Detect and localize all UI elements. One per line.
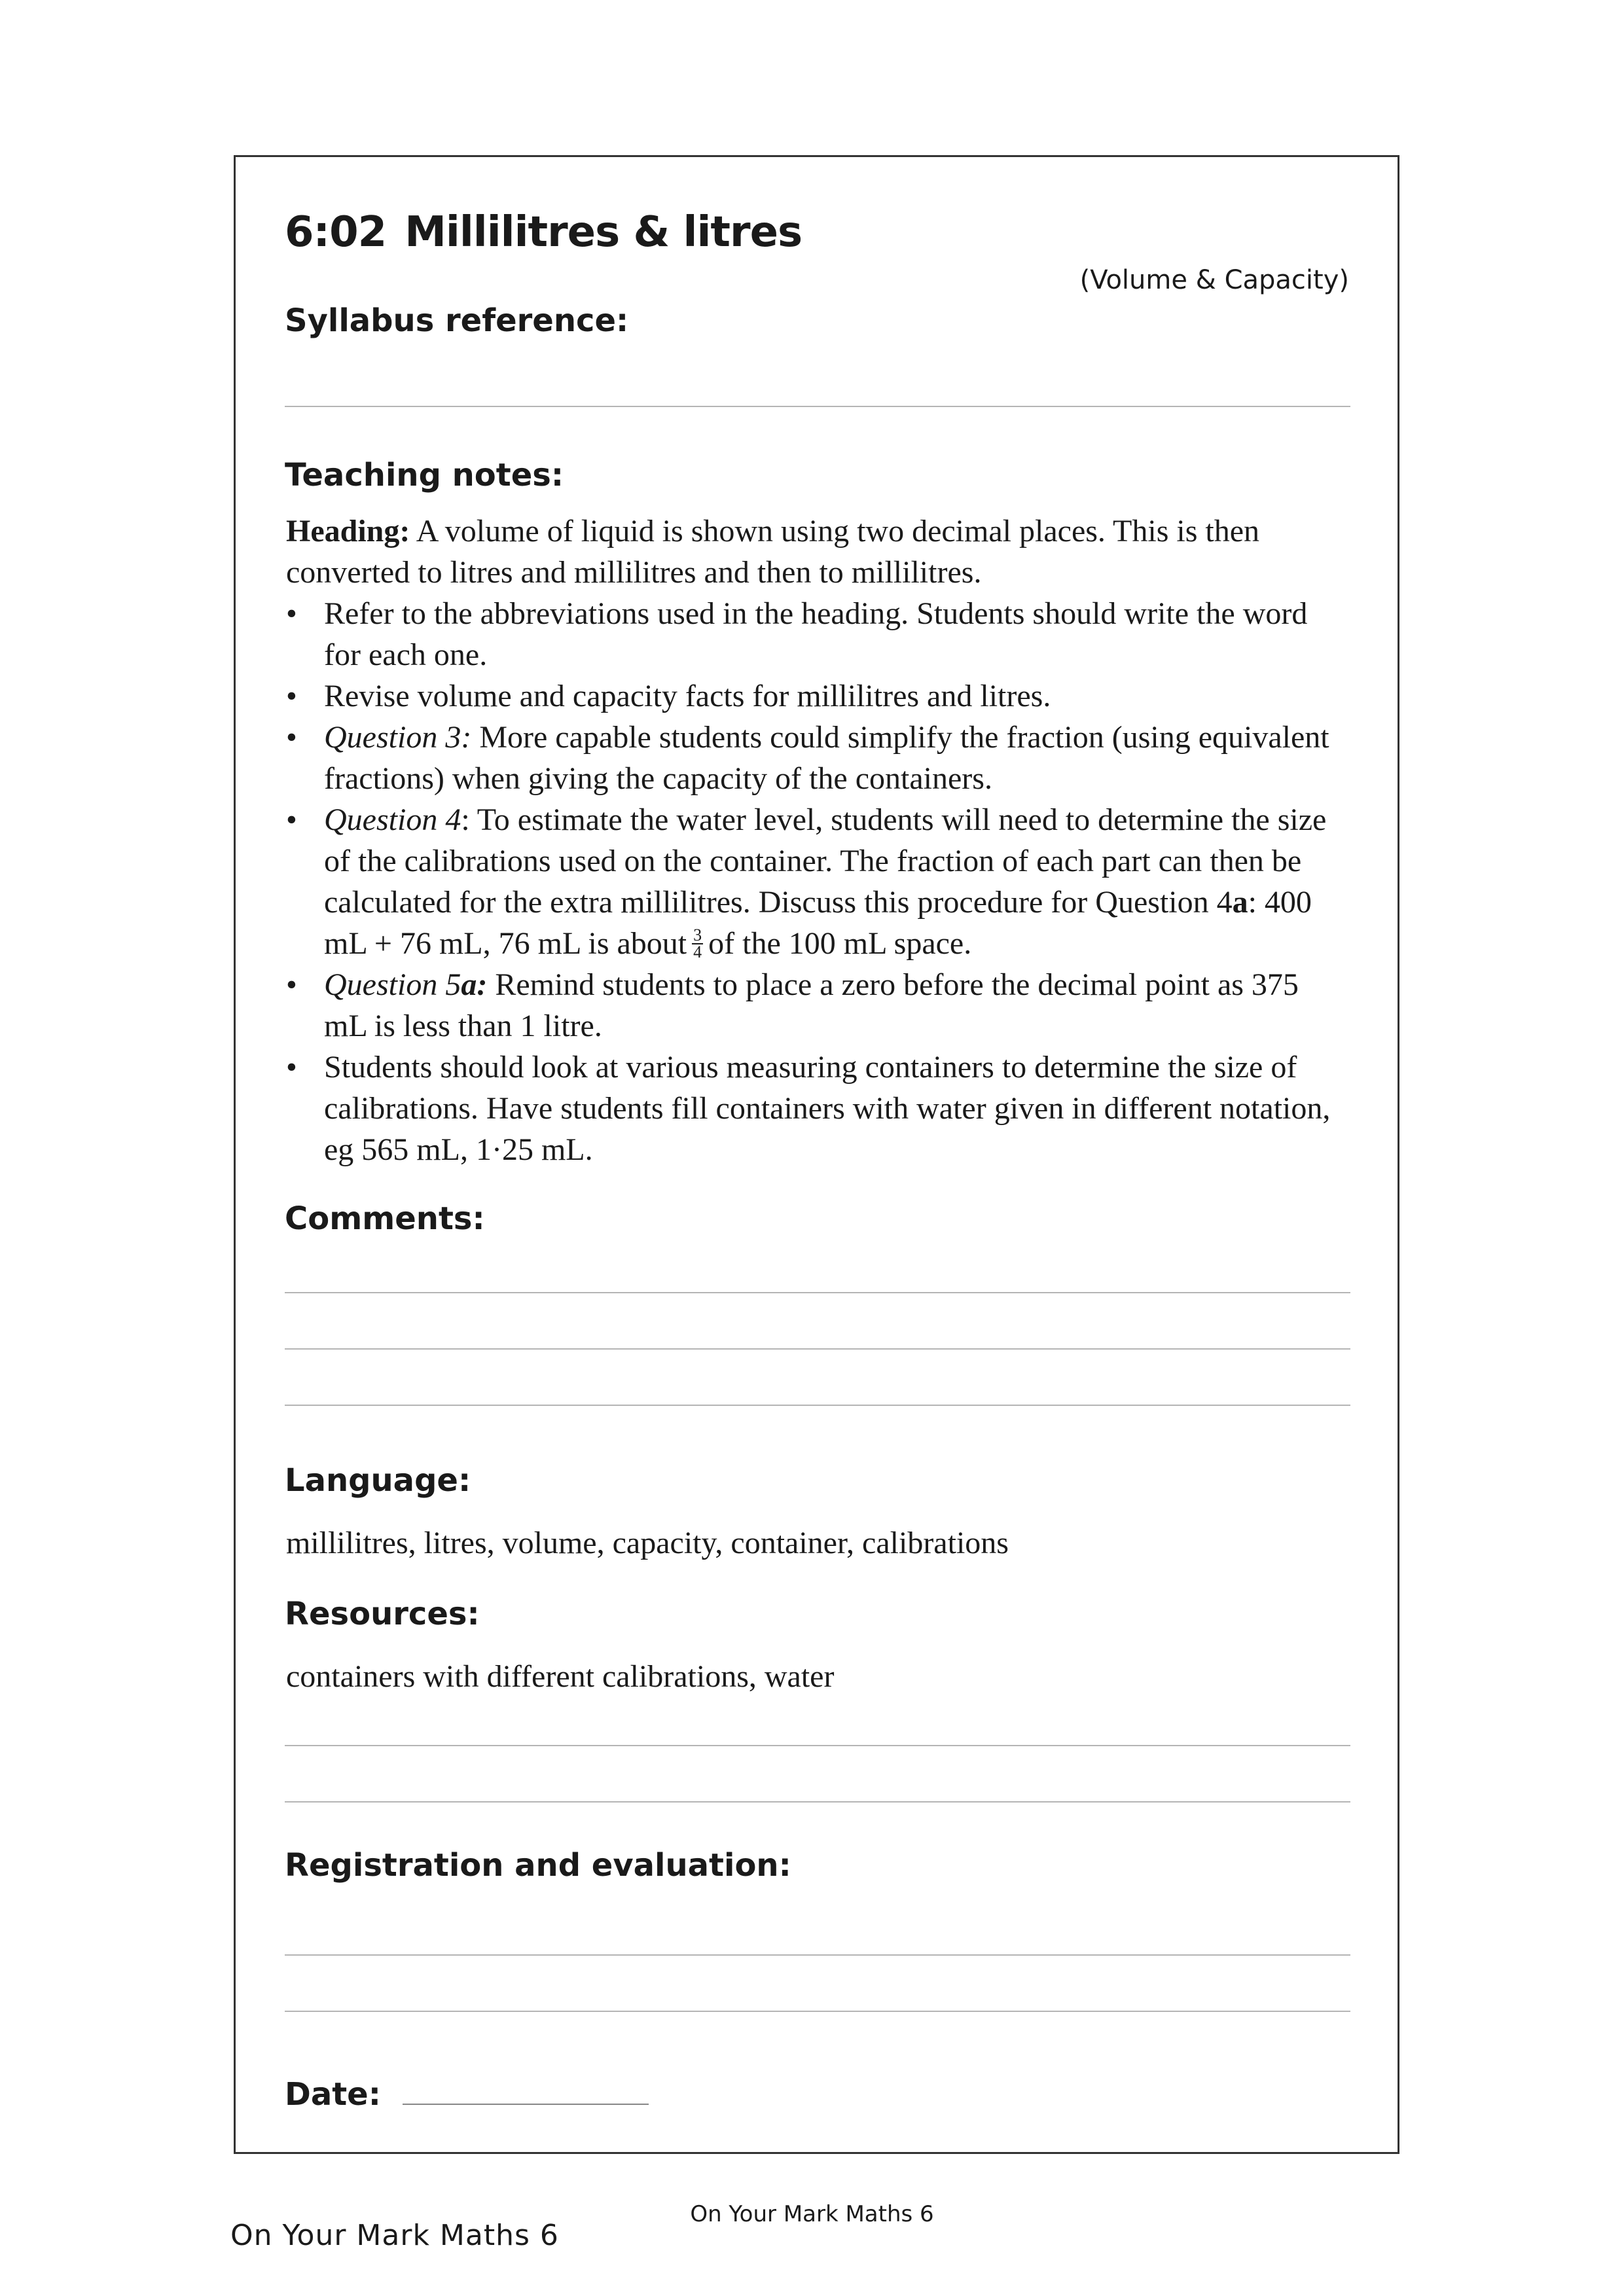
section-title: Millilitres & litres	[405, 208, 803, 257]
footer-center-text: On Your Mark Maths 6	[690, 2201, 934, 2227]
registration-write-line[interactable]	[285, 2011, 1350, 2012]
comments-write-line[interactable]	[285, 1348, 1350, 1350]
language-text: millilitres, litres, volume, capacity, container, calibrations	[286, 1526, 1009, 1560]
fraction-three-quarters: $\frac{3}{4}$	[693, 925, 702, 961]
syllabus-heading: Syllabus reference:	[285, 302, 629, 339]
list-item: • Question 5a: Remind students to place a zero before the decimal point as 375 mL is less than 1 litre.	[286, 967, 1299, 1043]
heading-note-text: A volume of liquid is shown using two decimal places. This is then converted to litres and millilitres and then to millilitres.	[286, 514, 1260, 590]
date-label: Date:	[285, 2076, 381, 2113]
comments-write-line[interactable]	[285, 1405, 1350, 1406]
resources-write-line[interactable]	[285, 1801, 1350, 1803]
teaching-notes-heading: Teaching notes:	[285, 457, 564, 493]
resources-write-line[interactable]	[285, 1745, 1350, 1746]
list-item: • Question 4: To estimate the water level, students will need to determine the size of the calibrations used on the container. The fraction of each part can then be calculated for the extra millilitres. Discuss this procedure for Question 4a: 400 mL + 76 mL, 76 mL is about $\frac{3}{4}$ of the 100 mL space.	[286, 802, 1327, 961]
teaching-notes-body	[286, 511, 1346, 1170]
strand-label: (Volume & Capacity)	[1079, 265, 1349, 295]
syllabus-write-line[interactable]	[285, 406, 1350, 407]
list-item: • Students should look at various measuring containers to determine the size of calibrations. Have students fill containers with water given in different notation, eg 565 mL, 1·25 mL.	[286, 1050, 1331, 1167]
registration-heading: Registration and evaluation:	[285, 1847, 791, 1884]
list-item: • Refer to the abbreviations used in the heading. Students should write the word for each one.	[286, 596, 1308, 672]
comments-heading: Comments:	[285, 1200, 485, 1237]
resources-heading: Resources:	[285, 1596, 480, 1632]
language-heading: Language:	[285, 1462, 471, 1499]
list-item: • Revise volume and capacity facts for millilitres and litres.	[286, 679, 1051, 713]
section-number: 6:02	[285, 208, 387, 257]
footer-left-text: On Your Mark Maths 6	[230, 2219, 559, 2252]
registration-write-line[interactable]	[285, 1954, 1350, 1956]
page-title	[285, 208, 802, 257]
resources-text: containers with different calibrations, water	[286, 1659, 835, 1694]
list-item: • Question 3: More capable students could simplify the fraction (using equivalent fractions) when giving the capacity of the containers.	[286, 720, 1329, 796]
heading-note-label: Heading:	[286, 514, 410, 548]
heading-note	[286, 511, 1346, 593]
date-write-line[interactable]	[403, 2104, 649, 2105]
comments-write-line[interactable]	[285, 1292, 1350, 1293]
notes-list	[286, 593, 1346, 1170]
